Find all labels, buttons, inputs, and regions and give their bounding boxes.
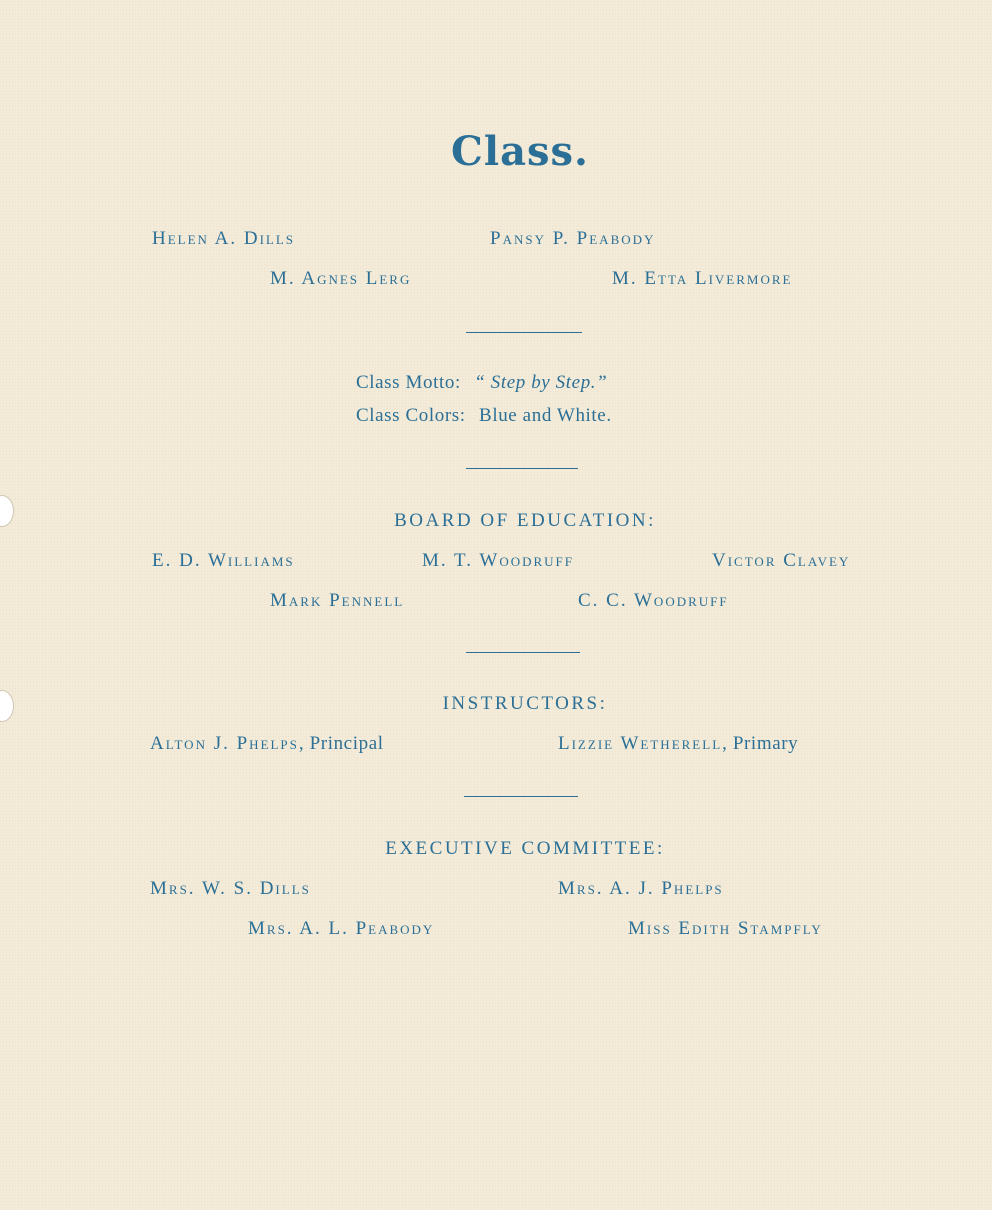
class-member: Pansy P. Peabody [490, 228, 656, 249]
committee-member: Mrs. A. L. Peabody [248, 918, 435, 939]
instructor-role: , Primary [722, 733, 799, 754]
colors-line [356, 405, 612, 427]
committee-member: Mrs. W. S. Dills [150, 878, 311, 899]
board-heading: BOARD OF EDUCATION: [394, 510, 656, 531]
committee-member: Miss Edith Stampfly [628, 918, 823, 939]
instructor-role: , Principal [298, 733, 384, 754]
motto-value: “ Step by Step.” [474, 372, 608, 393]
committee-member: Mrs. A. J. Phelps [558, 878, 724, 899]
instructors-heading: INSTRUCTORS: [442, 693, 608, 714]
divider [464, 796, 578, 797]
motto-line [356, 372, 607, 394]
page-edge-bottom [0, 1210, 1000, 1226]
class-member: M. Etta Livermore [612, 268, 793, 289]
instructor [558, 733, 798, 755]
divider [466, 332, 582, 333]
class-member: M. Agnes Lerg [270, 268, 412, 289]
instructor-name: Lizzie Wetherell [558, 733, 723, 754]
instructor [150, 733, 384, 755]
divider [466, 468, 578, 469]
class-member: Helen A. Dills [152, 228, 296, 249]
committee-heading: EXECUTIVE COMMITTEE: [385, 838, 665, 859]
board-member: C. C. Woodruff [578, 590, 729, 611]
motto-label: Class Motto: [356, 372, 461, 393]
board-member: Victor Clavey [712, 550, 851, 571]
colors-value: Blue and White. [479, 405, 612, 426]
instructor-name: Alton J. Phelps [150, 733, 299, 754]
page-edge-right [992, 0, 1000, 1226]
divider [466, 652, 580, 653]
page-title: Class. [451, 128, 589, 175]
board-member: M. T. Woodruff [422, 550, 575, 571]
board-member: E. D. Williams [152, 550, 295, 571]
board-member: Mark Pennell [270, 590, 405, 611]
colors-label: Class Colors: [356, 405, 466, 426]
